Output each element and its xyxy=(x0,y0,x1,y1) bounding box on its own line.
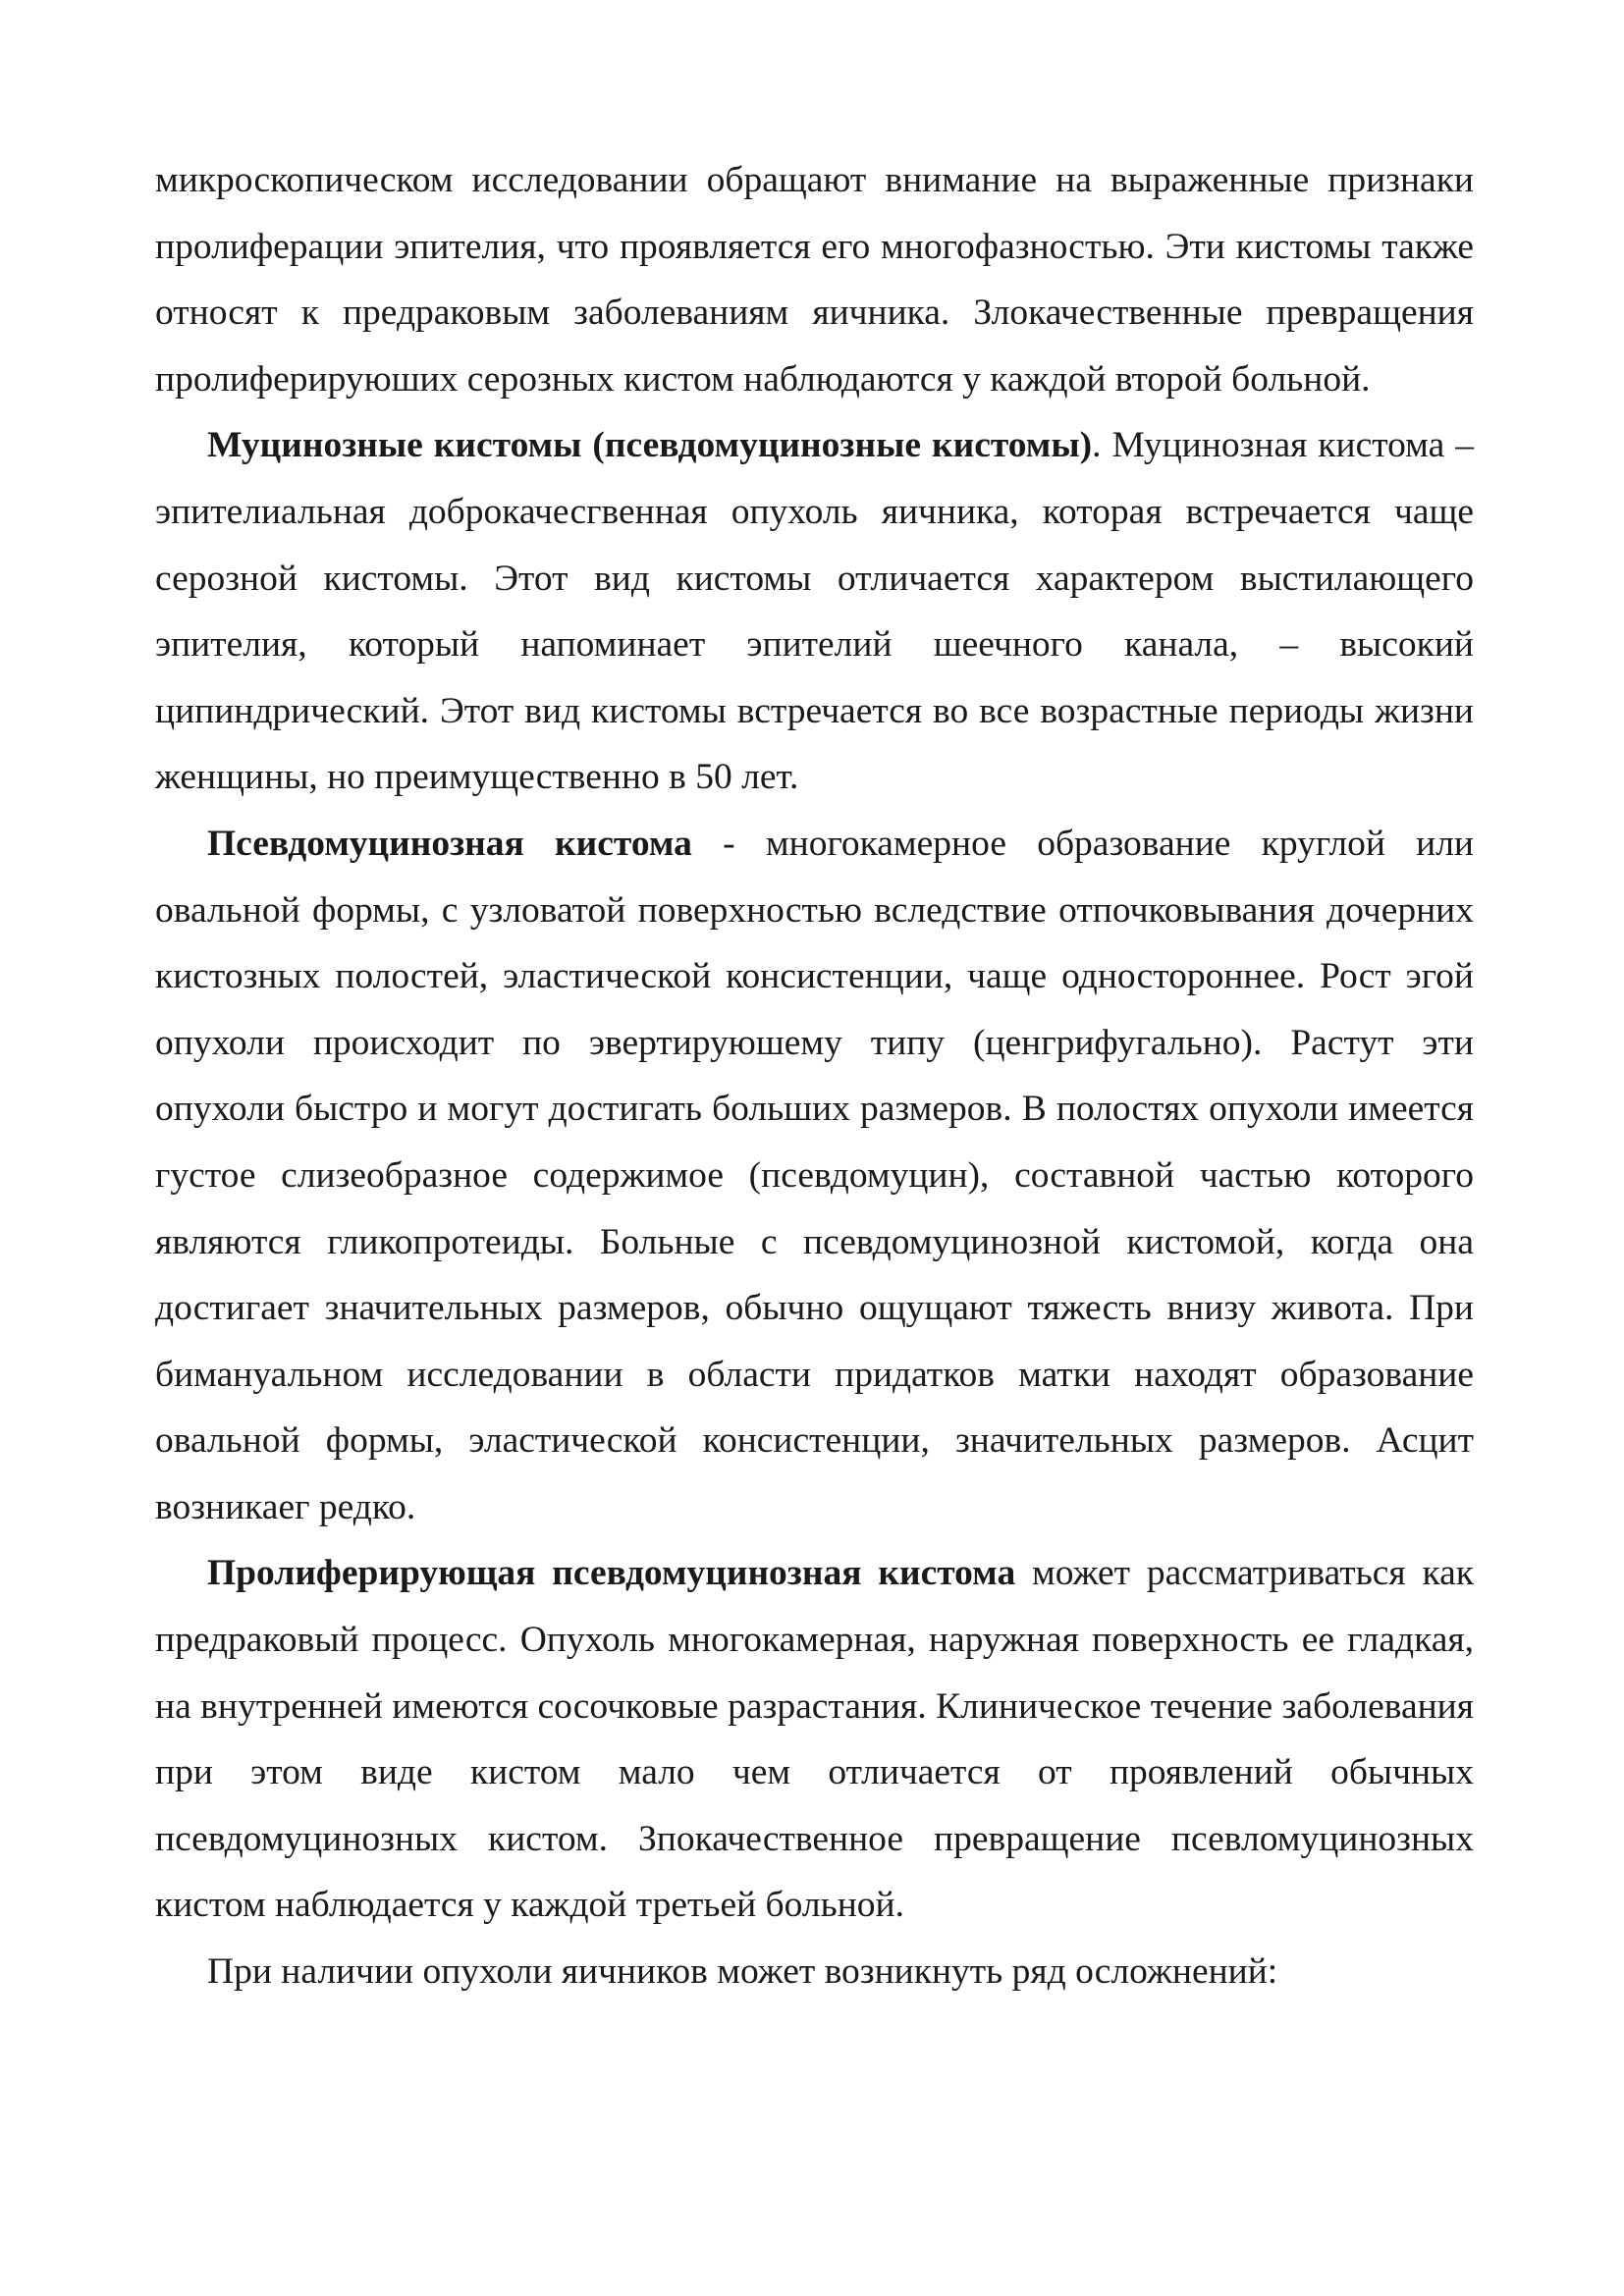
paragraph-text: - многокамерное образование круглой или овальной формы, с узловатой поверхностью вследствие отпочковывания дочерних кистозных полостей, эластической консистенции, чаще одностороннее. Рост эгой опухоли происходит по эвертируюшему типу (ценгрифугально). Растут эти опухоли быстро и могут достигать больших размеров. В полостях опухоли имеется густое слизеобразное содержимое (псевдомуцин), составной частью которого являются гликопротеиды. Больные с псевдомуцинозной кистомой, когда она достигает значительных размеров, обычно ощущают тяжесть внизу живота. При бимануальном исследовании в области придатков матки находят образование овальной формы, эластической консистенции, значительных размеров. Асцит возникаег редко. xyxy=(155,823,1474,1527)
document-page xyxy=(155,147,1474,2005)
paragraph-heading: Пролиферирующая псевдомуцинозная кистома xyxy=(207,1553,1016,1594)
paragraph-text: . Муцинозная кистома – эпителиальная доброкачесгвенная опухоль яичника, которая встречается чаще серозной кистомы. Этот вид кистомы отличается характером выстилающего эпителия, который напоминает эпителий шеечного канала, – высокий ципиндрический. Этот вид кистомы встречается во все возрастные периоды жизни женщины, но преимущественно в 50 лет. xyxy=(155,425,1474,798)
paragraph-text: может рассматриваться как предраковый процесс. Опухоль многокамерная, наружная поверхность ее гладкая, на внутренней имеются сосочковые разрастания. Клиническое течение заболевания при этом виде кистом мало чем отличается от проявлений обычных псевдомуцинозных кистом. Зпокачественное превращение псевломуцинозных кистом наблюдается у каждой третьей больной. xyxy=(155,1553,1474,1926)
paragraph-text: микроскопическом исследовании обращают внимание на выраженные признаки пролиферации эпителия, что проявляется его многофазностью. Эти кистомы также относят к предраковым заболеваниям яичника. Злокачественные превращения пролиферируюших серозных кистом наблюдаются у каждой второй больной. xyxy=(155,160,1474,400)
paragraph-heading: Псевдомуцинозная кистома xyxy=(207,823,692,864)
paragraph-mucinous-cystoma xyxy=(155,412,1474,811)
paragraph-proliferating-pseudomucinous-cystoma xyxy=(155,1540,1474,1939)
paragraph-serous-cystoma-continuation xyxy=(155,147,1474,412)
paragraph-complications-intro xyxy=(155,1939,1474,2005)
paragraph-pseudomucinous-cystoma xyxy=(155,811,1474,1541)
paragraph-text: При наличии опухоли яичников может возникнуть ряд осложнений: xyxy=(207,1951,1278,1993)
paragraph-heading: Муцинозные кистомы (псевдомуцинозные кистомы) xyxy=(207,425,1093,466)
